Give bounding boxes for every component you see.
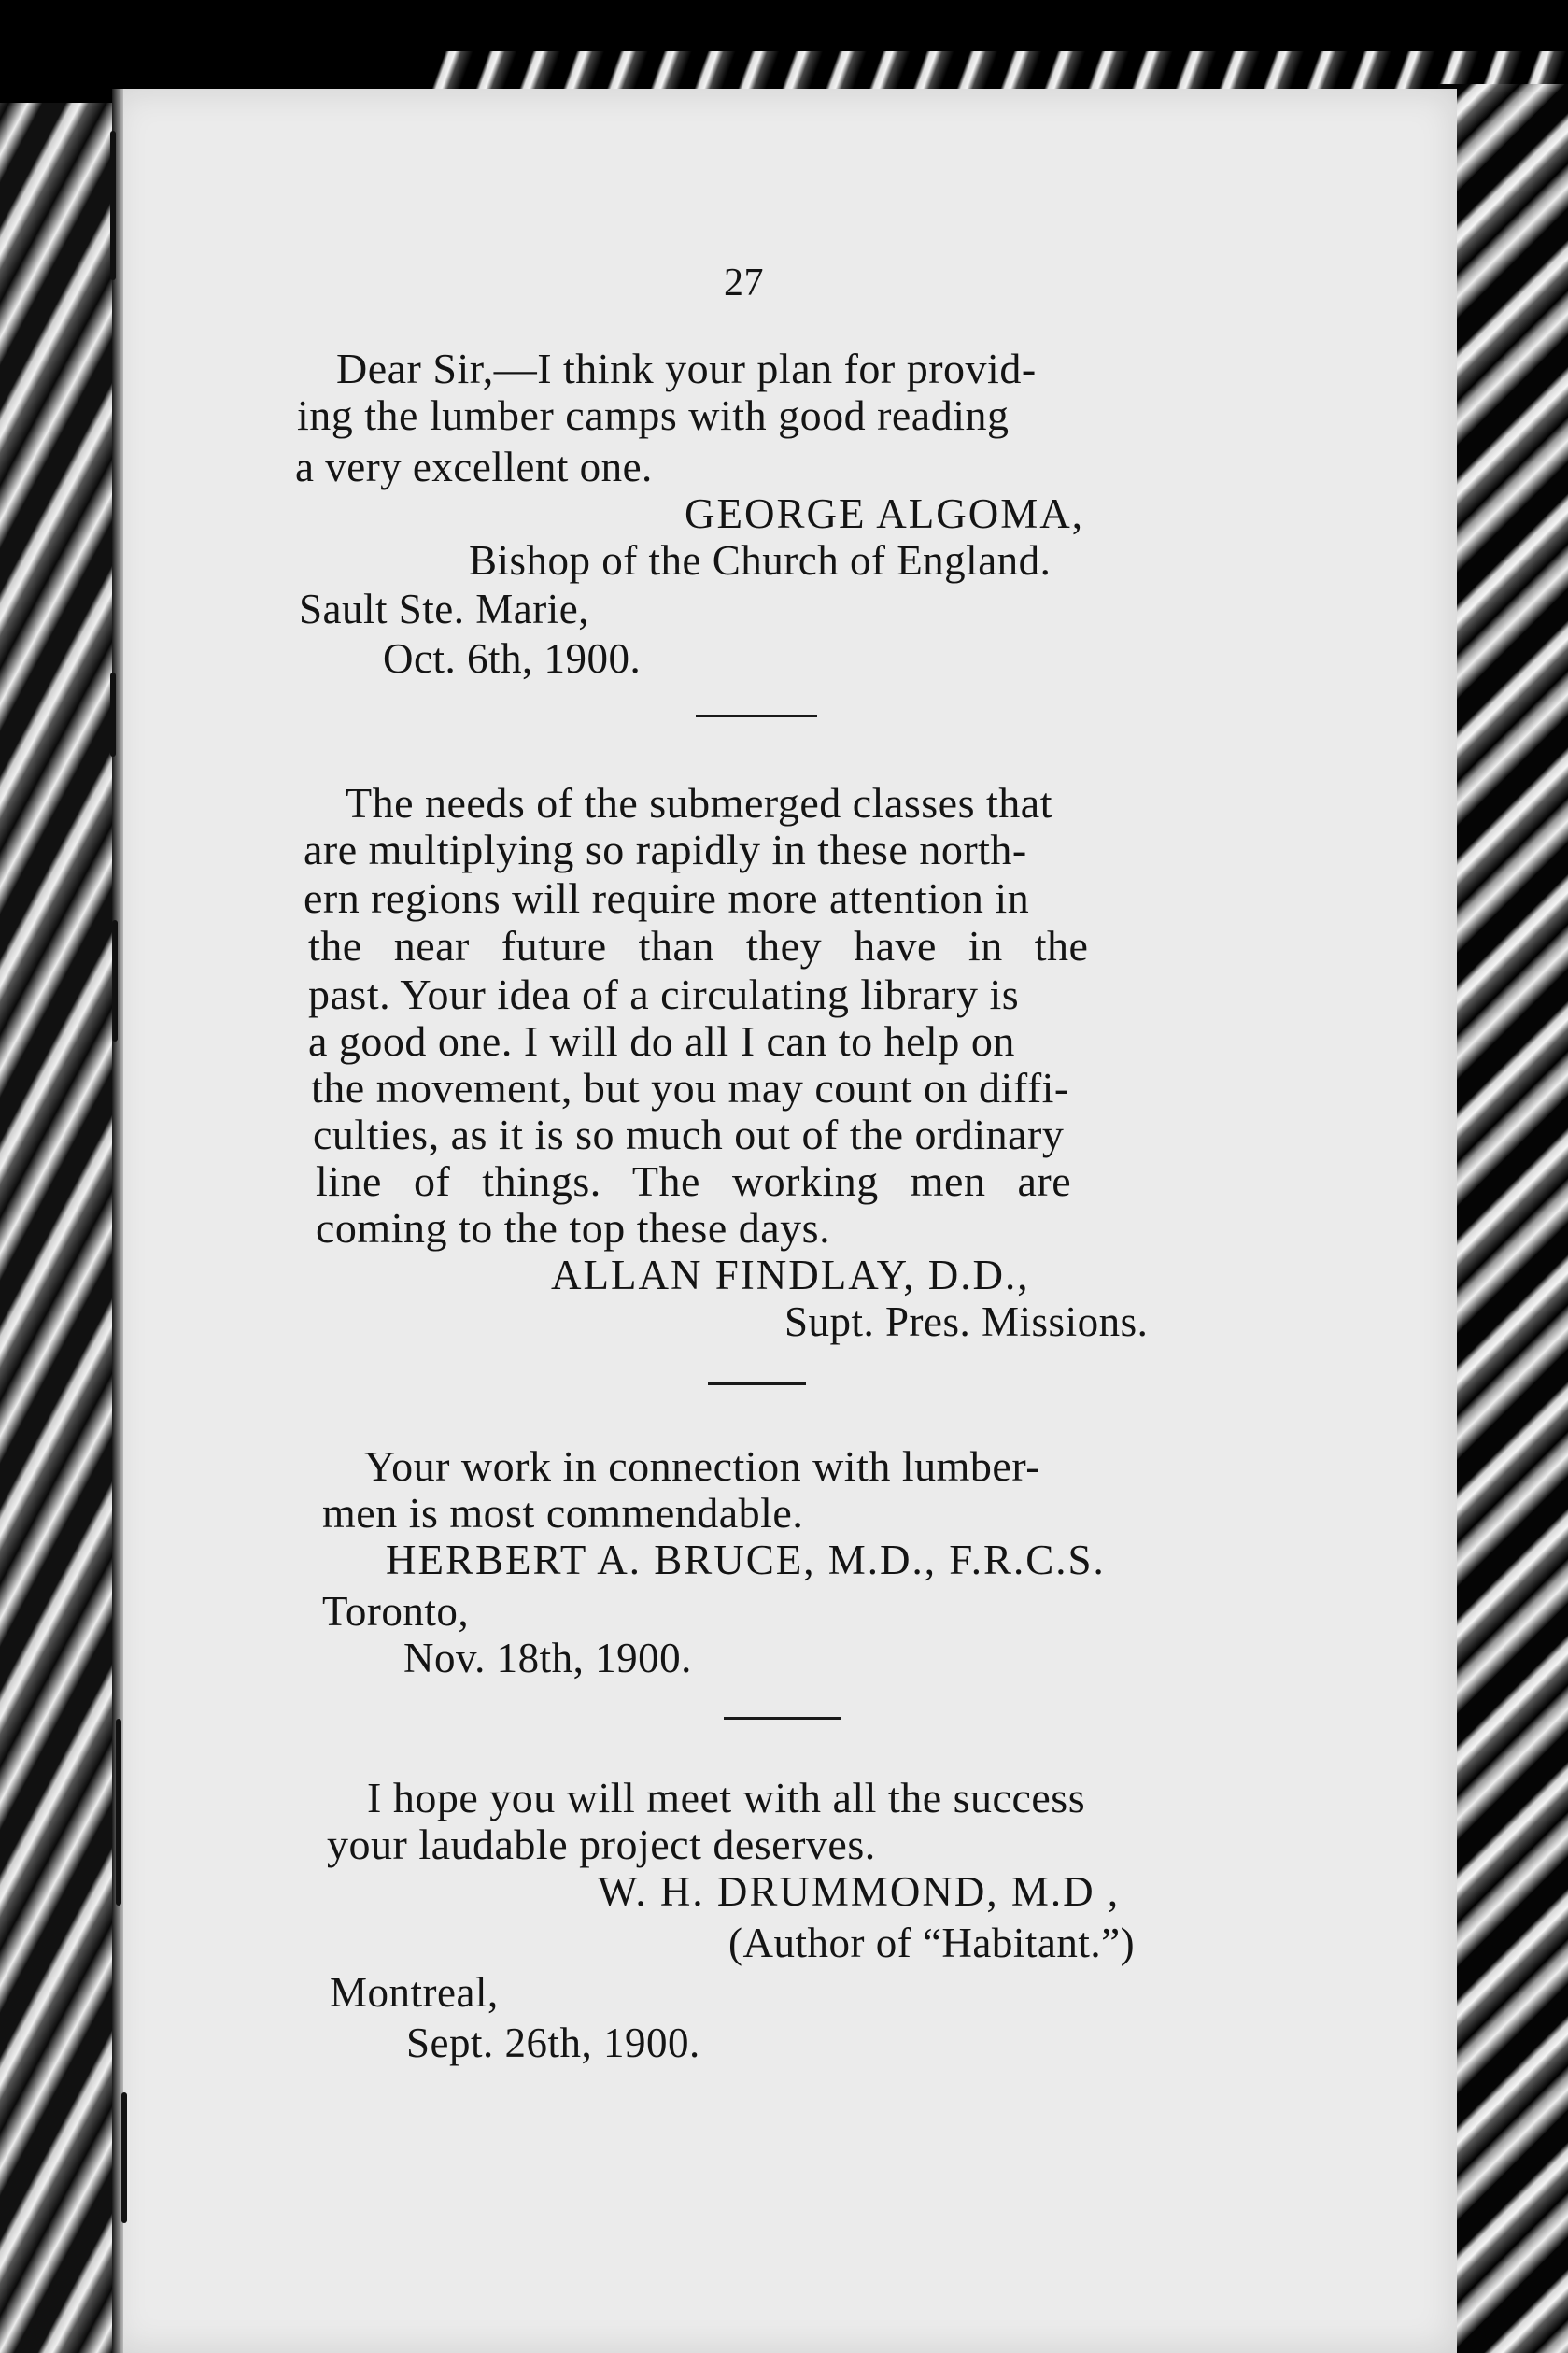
page-number: 27 (724, 262, 764, 305)
letter-2-line-3: ern regions will require more attention in (304, 874, 1030, 922)
letter-4-line-1: I hope you will meet with all the success (367, 1774, 1086, 1821)
divider-3 (724, 1717, 841, 1720)
letter-4-line-2: your laudable project deserves. (327, 1821, 876, 1868)
letter-2-line-7: the movement, but you may count on diffi- (311, 1064, 1069, 1112)
letter-4-date: Sept. 26th, 1900. (406, 2020, 700, 2066)
letter-4-place: Montreal, (330, 1969, 499, 2016)
top-border (0, 0, 1568, 103)
letter-1-place: Sault Ste. Marie, (299, 586, 589, 632)
letter-1-line-1: Dear Sir,—I think your plan for provid- (336, 345, 1037, 392)
letter-1-date: Oct. 6th, 1900. (383, 635, 642, 682)
letter-2-signature: ALLAN FINDLAY, D.D., (551, 1252, 1030, 1298)
letter-2-line-5: past. Your idea of a circulating library is (308, 971, 1020, 1018)
letter-1-line-2: ing the lumber camps with good reading (297, 391, 1010, 439)
letter-3-date: Nov. 18th, 1900. (403, 1635, 692, 1681)
divider-1 (696, 715, 817, 717)
page-gutter (112, 89, 123, 2353)
divider-2 (708, 1382, 806, 1385)
letter-2-line-10: coming to the top these days. (316, 1204, 831, 1252)
letter-3-signature: HERBERT A. BRUCE, M.D., F.R.C.S. (386, 1537, 1106, 1583)
letter-4-signature: W. H. DRUMMOND, M.D , (598, 1868, 1121, 1915)
letter-1-signature: GEORGE ALGOMA, (685, 490, 1084, 537)
letter-3-line-1: Your work in connection with lumber- (364, 1442, 1041, 1490)
letter-2-title: Supt. Pres. Missions. (784, 1298, 1149, 1345)
letter-2-line-4: the near future than they have in the (308, 922, 1089, 970)
letter-1-line-3: a very excellent one. (295, 444, 653, 490)
letter-2-line-1: The needs of the submerged classes that (346, 779, 1052, 827)
marbled-edge (1438, 84, 1568, 2353)
letter-2-line-8: culties, as it is so much out of the ordinary (313, 1111, 1065, 1158)
letter-1-title: Bishop of the Church of England. (469, 537, 1052, 584)
letter-3-place: Toronto, (322, 1588, 470, 1635)
letter-3-line-2: men is most commendable. (322, 1489, 804, 1537)
letter-2-line-9: line of things. The working men are (316, 1157, 1072, 1205)
letter-2-line-6: a good one. I will do all I can to help on (308, 1017, 1015, 1065)
letter-4-title: (Author of “Habitant.”) (728, 1920, 1136, 1966)
letter-2-line-2: are multiplying so rapidly in these north- (304, 826, 1027, 873)
